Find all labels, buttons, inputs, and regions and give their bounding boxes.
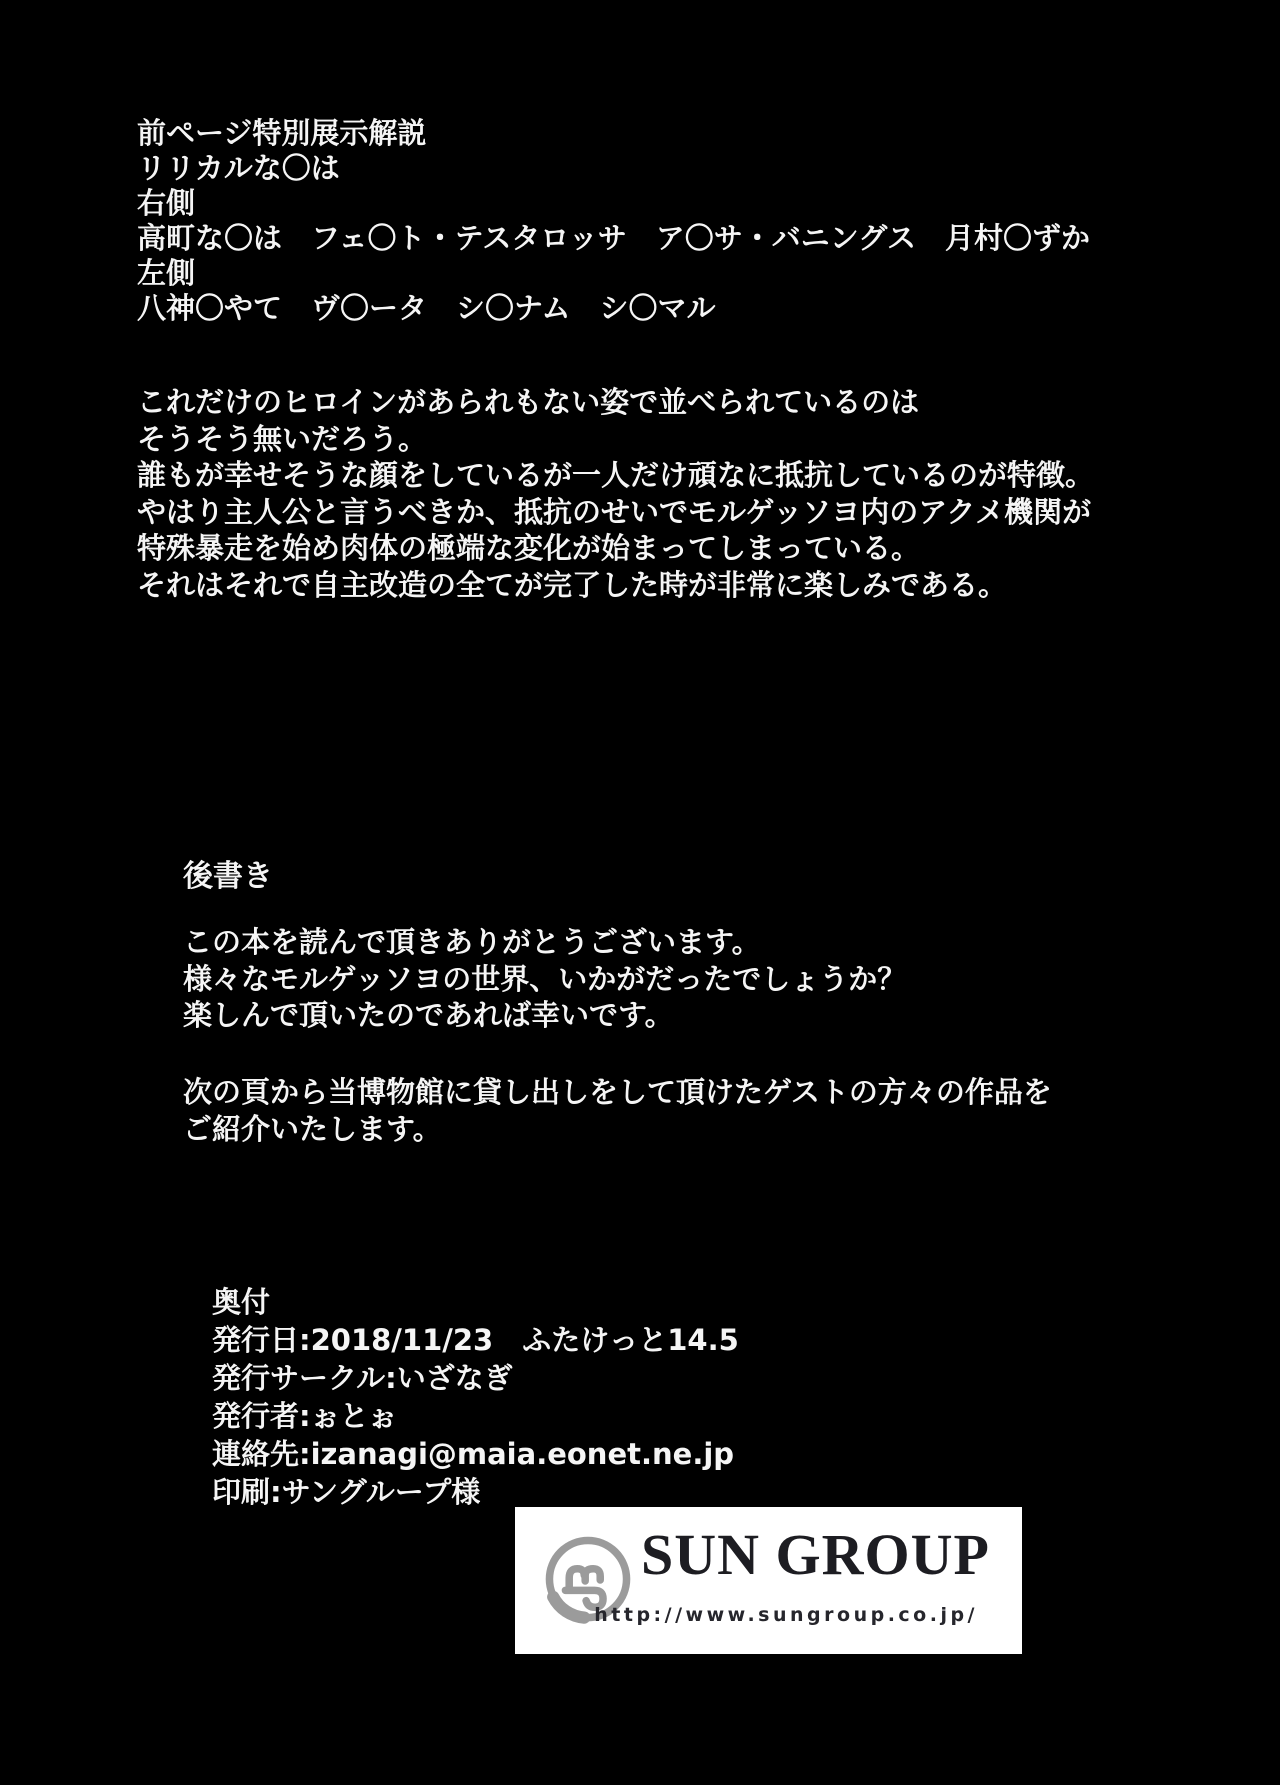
sun-group-wordmark: SUN GROUP bbox=[641, 1522, 990, 1587]
exhibit-title: 前ページ特別展示解説 bbox=[137, 116, 427, 150]
afterword-heading: 後書き bbox=[183, 859, 273, 894]
commentary-line: 特殊暴走を始め肉体の極端な変化が始まってしまっている。 bbox=[137, 531, 921, 565]
exhibit-right-label: 右側 bbox=[137, 186, 196, 220]
exhibit-series: リリカルな〇は bbox=[137, 151, 340, 185]
commentary-line: 誰もが幸せそうな顔をしているが一人だけ頑なに抵抗しているのが特徴。 bbox=[137, 458, 1095, 492]
commentary-line: やはり主人公と言うべきか、抵抗のせいでモルゲッソヨ内のアクメ機関が bbox=[137, 494, 1092, 529]
colophon-circle: 発行サークル:いざなぎ bbox=[212, 1361, 513, 1395]
guest-intro-line: 次の頁から当博物館に貸し出しをして頂けたゲストの方々の作品を bbox=[183, 1075, 1052, 1109]
colophon-printer: 印刷:サングループ様 bbox=[212, 1475, 481, 1509]
afterword-thanks-block bbox=[183, 924, 906, 1034]
colophon-heading: 奥付 bbox=[212, 1285, 271, 1319]
thanks-line: 楽しんで頂いたのであれば幸いです。 bbox=[183, 998, 674, 1032]
colophon-block bbox=[212, 1283, 739, 1511]
thanks-line: 様々なモルゲッソヨの世界、いかがだったでしょうか？ bbox=[183, 961, 907, 996]
exhibit-right-names: 高町な〇は フェ〇ト・テスタロッサ ア〇サ・バニングス 月村〇ずか bbox=[137, 221, 1090, 255]
exhibit-left-label: 左側 bbox=[137, 256, 196, 290]
commentary-line: これだけのヒロインがあられもない姿で並べられているのは bbox=[137, 385, 920, 419]
commentary-line: そうそう無いだろう。 bbox=[137, 421, 428, 456]
guest-intro-block bbox=[183, 1074, 1052, 1147]
thanks-line: この本を読んで頂きありがとうございます。 bbox=[183, 925, 761, 959]
commentary-line: それはそれで自主改造の全てが完了した時が非常に楽しみである。 bbox=[137, 567, 1008, 602]
exhibit-commentary-block bbox=[137, 384, 1094, 603]
printer-logo-box bbox=[515, 1507, 1022, 1654]
guest-intro-line: ご紹介いたします。 bbox=[183, 1111, 442, 1146]
colophon-publisher: 発行者:ぉとぉ bbox=[212, 1399, 398, 1433]
sun-group-url: http://www.sungroup.co.jp/ bbox=[594, 1604, 978, 1626]
exhibit-left-names: 八神〇やて ヴ〇ータ シ〇ナム シ〇マル bbox=[137, 291, 716, 325]
colophon-publish-date: 発行日:2018/11/23 ふたけっと14.5 bbox=[212, 1323, 739, 1357]
exhibit-notes-block bbox=[137, 116, 1090, 326]
colophon-contact: 連絡先:izanagi@maia.eonet.ne.jp bbox=[212, 1437, 735, 1471]
